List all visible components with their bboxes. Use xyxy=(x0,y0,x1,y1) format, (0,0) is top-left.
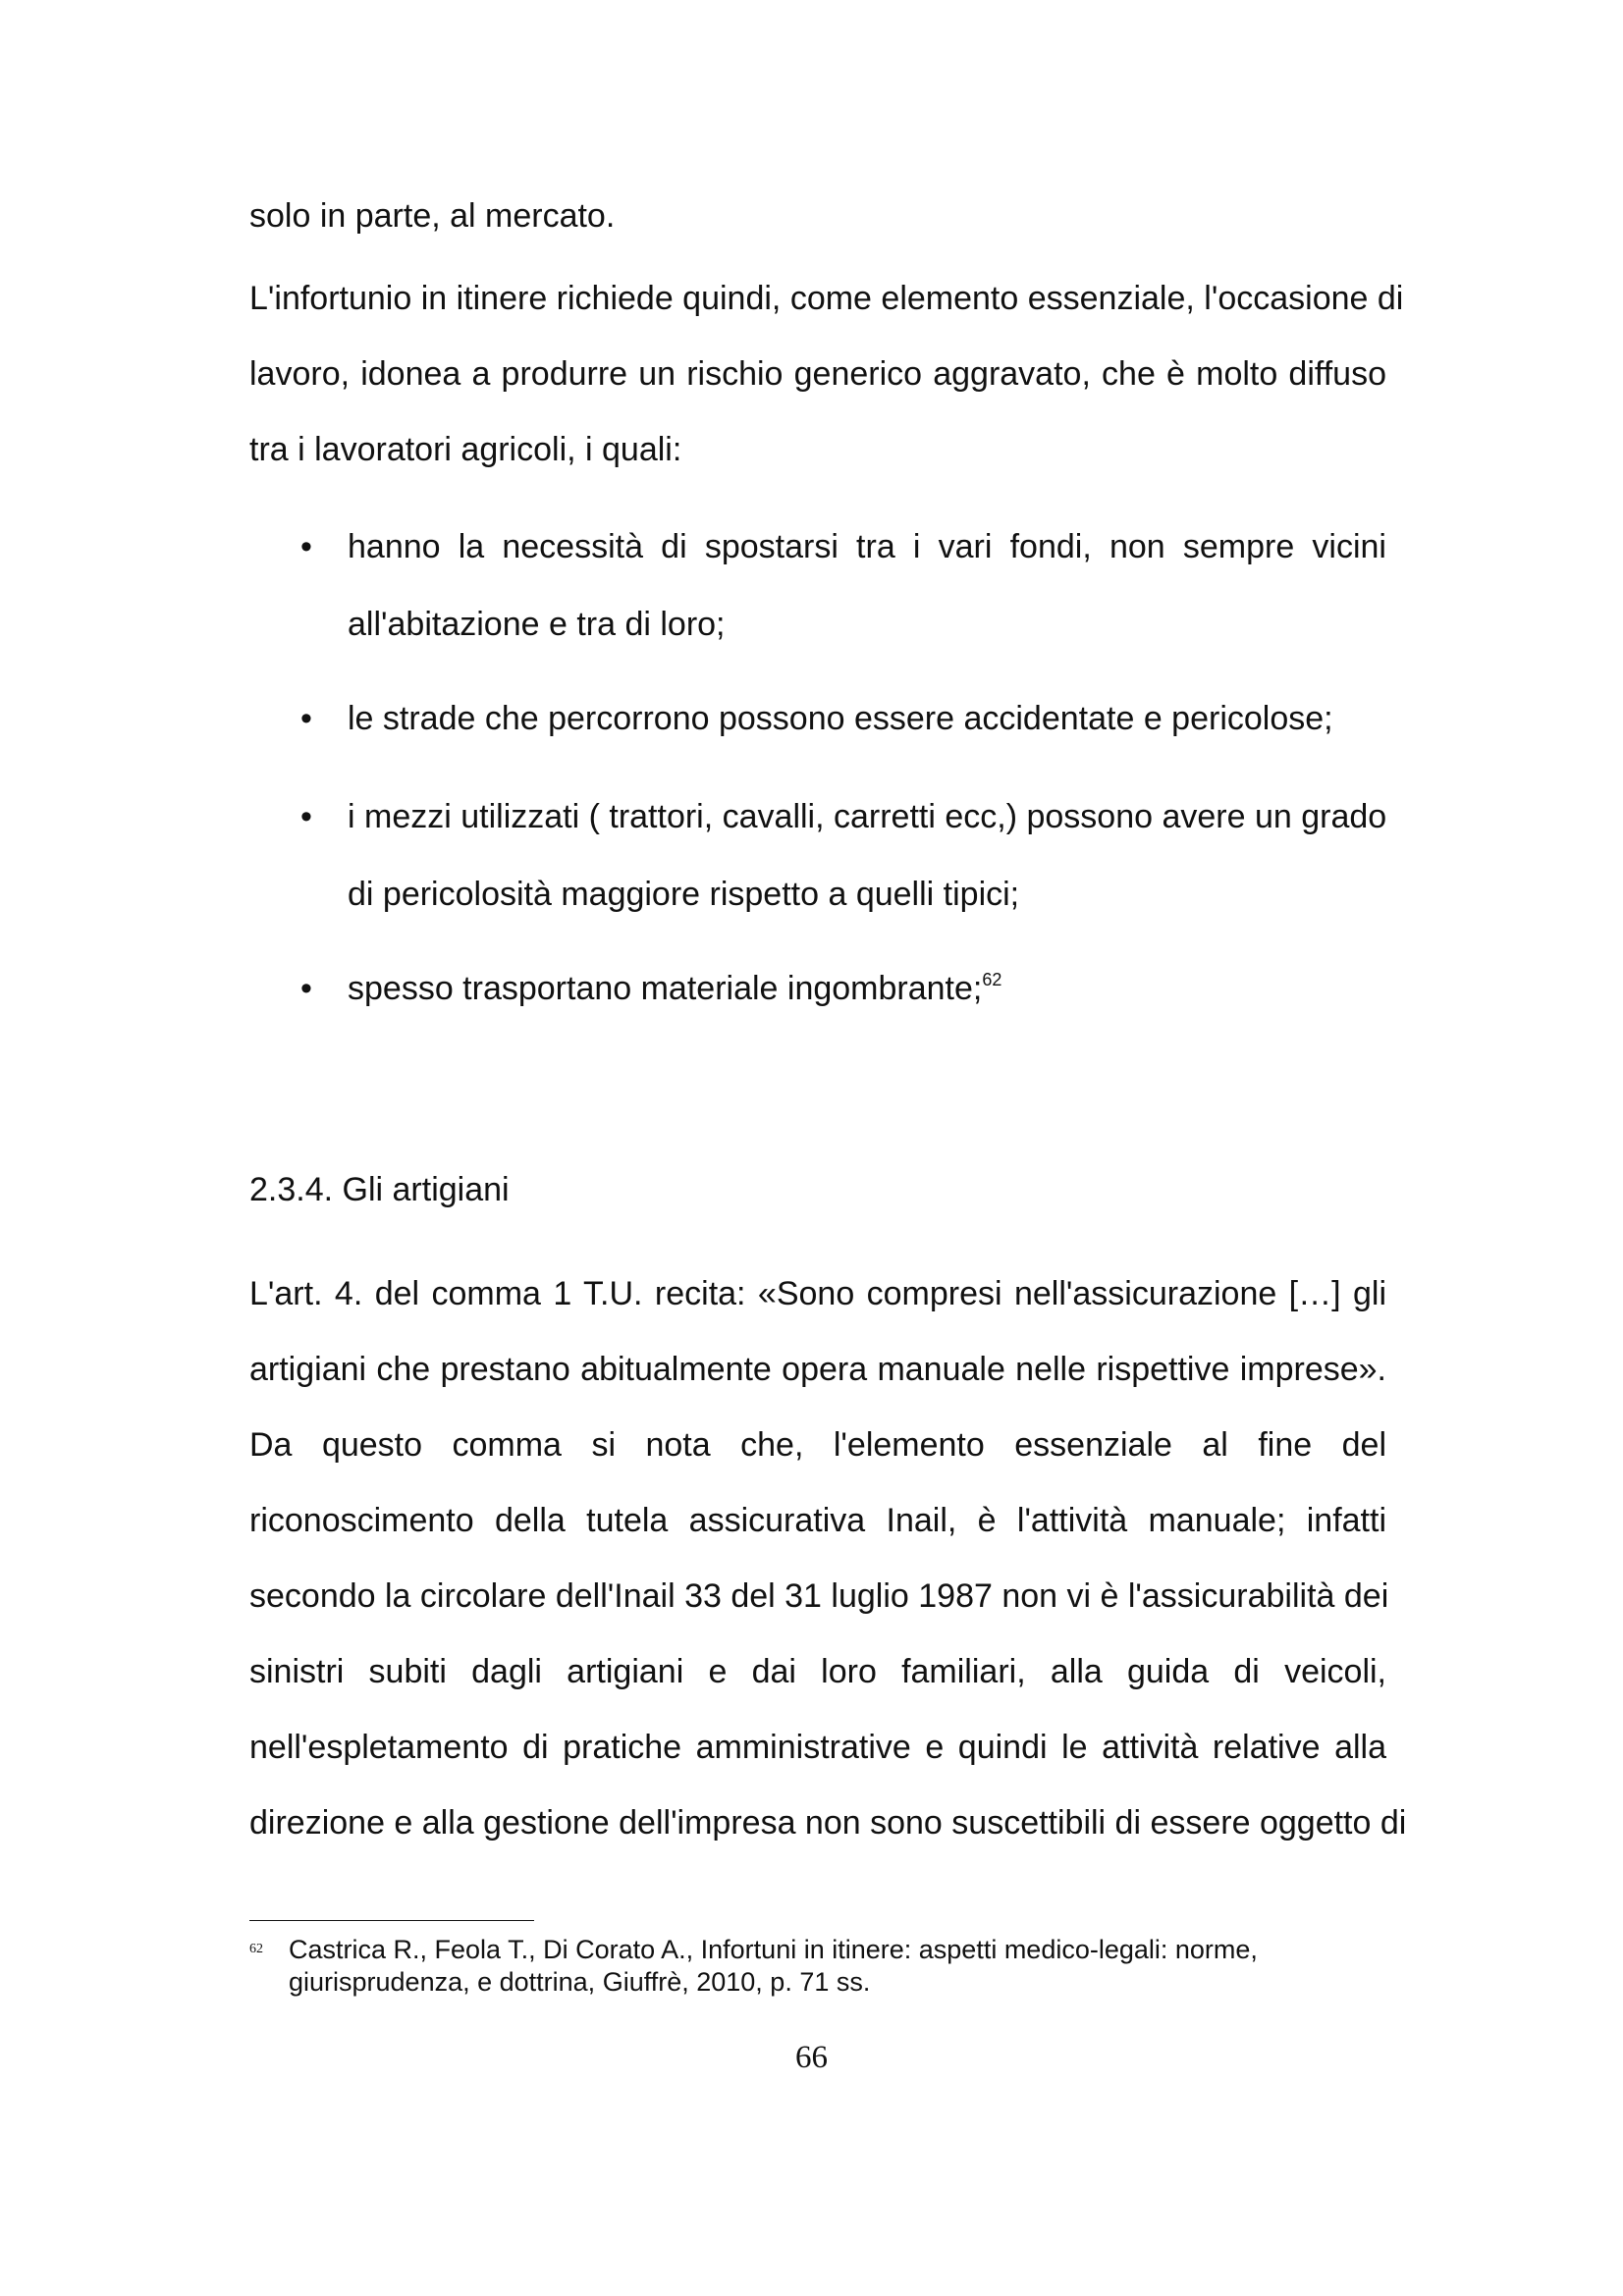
list-item-line xyxy=(348,969,1386,1008)
paragraph-line: direzione e alla gestione dell'impresa non sono suscettibili di essere oggetto di xyxy=(249,1804,1407,1842)
list-item-line: all'abitazione e tra di loro; xyxy=(348,606,726,643)
paragraph-line: L'art. 4. del comma 1 T.U. recita: «Sono compresi nell'assicurazione […] gli xyxy=(249,1275,1386,1312)
bullet-icon: • xyxy=(300,970,312,1007)
footnote-text: Castrica R., Feola T., Di Corato A., Infortuni in itinere: aspetti medico-legali: norme, giurisprudenza, e dottrina, Giuffrè, 2010, p. 71 ss. xyxy=(289,1935,1258,1997)
list-item-line: i mezzi utilizzati ( trattori, cavalli, carretti ecc,) possono avere un grado xyxy=(348,798,1387,835)
list-item-line: le strade che percorrono possono essere accidentate e pericolose; xyxy=(348,700,1333,737)
paragraph-line: Da questo comma si nota che, l'elemento essenziale al fine del xyxy=(249,1426,1386,1464)
paragraph-line: riconoscimento della tutela assicurativa Inail, è l'attività manuale; infatti xyxy=(249,1502,1386,1539)
list-item-line: di pericolosità maggiore rispetto a quelli tipici; xyxy=(348,876,1020,913)
page-number: 66 xyxy=(795,2040,828,2075)
paragraph-line: tra i lavoratori agricoli, i quali: xyxy=(249,431,682,468)
footnote-reference[interactable]: 62 xyxy=(982,970,1002,989)
footnote-number: 62 xyxy=(249,1942,263,1956)
bullet-icon: • xyxy=(300,528,312,565)
bullet-icon: • xyxy=(300,798,312,835)
bullet-icon: • xyxy=(300,700,312,737)
paragraph-line: L'infortunio in itinere richiede quindi, come elemento essenziale, l'occasione di xyxy=(249,280,1404,317)
list-item-line: hanno la necessità di spostarsi tra i vari fondi, non sempre vicini xyxy=(348,528,1386,565)
list-item-text: spesso trasportano materiale ingombrante; xyxy=(348,970,983,1007)
paragraph-line: artigiani che prestano abitualmente opera manuale nelle rispettive imprese». xyxy=(249,1351,1386,1388)
paragraph-line: nell'espletamento di pratiche amministrative e quindi le attività relative alla xyxy=(249,1729,1386,1766)
section-heading-text: 2.3.4. Gli artigiani xyxy=(249,1171,510,1208)
paragraph-line: solo in parte, al mercato. xyxy=(249,197,616,235)
paragraph-line: lavoro, idonea a produrre un rischio generico aggravato, che è molto diffuso xyxy=(249,355,1386,393)
footnote-separator xyxy=(249,1920,534,1921)
paragraph-line: sinistri subiti dagli artigiani e dai loro familiari, alla guida di veicoli, xyxy=(249,1653,1386,1690)
paragraph-line: secondo la circolare dell'Inail 33 del 31 luglio 1987 non vi è l'assicurabilità dei xyxy=(249,1577,1389,1615)
